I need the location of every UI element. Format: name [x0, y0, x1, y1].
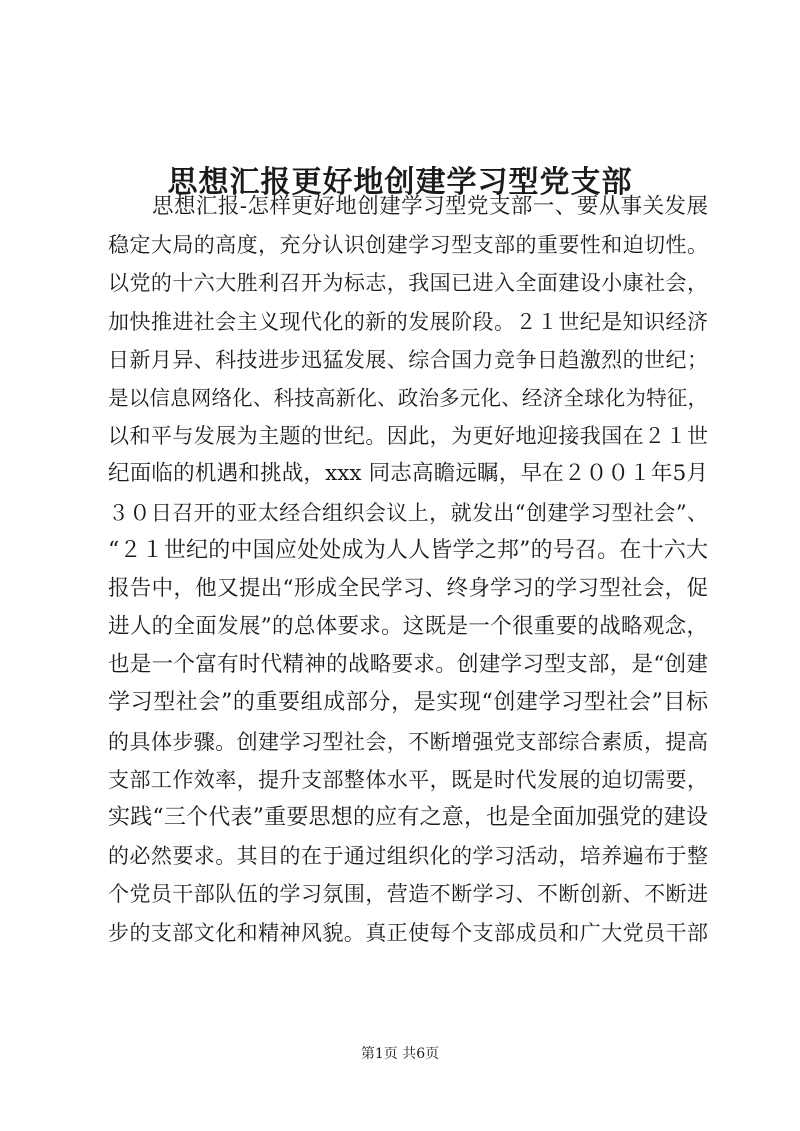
body-line: 报告中，他又提出“形成全民学习、终身学习的学习型社会，促: [108, 575, 708, 601]
body-line: 以和平与发展为主题的世纪。因此，为更好地迎接我国在２１世: [108, 424, 708, 449]
body-line: 也是一个富有时代精神的战略要求。创建学习型支部，是“创建: [108, 652, 708, 678]
body-line: 步的支部文化和精神风貌。真正使每个支部成员和广大党员干部: [108, 920, 708, 945]
body-line: 的必然要求。其目的在于通过组织化的学习活动，培养遍布于整: [108, 844, 708, 869]
body-line: 日新月异、科技进步迅猛发展、综合国力竞争日趋激烈的世纪；: [108, 347, 708, 372]
body-line: 支部工作效率，提升支部整体水平，既是时代发展的迫切需要，: [108, 767, 708, 792]
body-line: 加快推进社会主义现代化的新的发展阶段。２１世纪是知识经济: [108, 309, 708, 334]
body-line: 思想汇报-怎样更好地创建学习型党支部一、要从事关发展: [152, 194, 708, 219]
body-line: 进人的全面发展”的总体要求。这既是一个很重要的战略观念，: [108, 614, 708, 640]
document-title: 思想汇报更好地创建学习型党支部: [167, 165, 633, 201]
body-line: 的具体步骤。创建学习型社会，不断增强党支部综合素质，提高: [108, 729, 708, 754]
document-body: [108, 188, 708, 952]
body-line: 实践“三个代表”重要思想的应有之意，也是全面加强党的建设: [108, 805, 708, 830]
body-line: 以党的十六大胜利召开为标志，我国已进入全面建设小康社会，: [108, 271, 708, 296]
body-line: ３０日召开的亚太经合组织会议上，就发出“创建学习型社会”、: [108, 500, 708, 525]
body-line: 个党员干部队伍的学习氛围，营造不断学习、不断创新、不断进: [108, 882, 708, 907]
body-line: 稳定大局的高度，充分认识创建学习型支部的重要性和迫切性。: [108, 233, 708, 258]
body-line: 是以信息网络化、科技高新化、政治多元化、经济全球化为特征，: [108, 385, 708, 410]
body-line: “２１世纪的中国应处处成为人人皆学之邦”的号召。在十六大: [108, 537, 708, 563]
body-line: 纪面临的机遇和挑战，xxx 同志高瞻远瞩，早在２００１年5月: [108, 461, 708, 487]
page-number: 第1页 共6页: [360, 1046, 440, 1062]
body-line: 学习型社会”的重要组成部分，是实现“创建学习型社会”目标: [108, 690, 708, 716]
